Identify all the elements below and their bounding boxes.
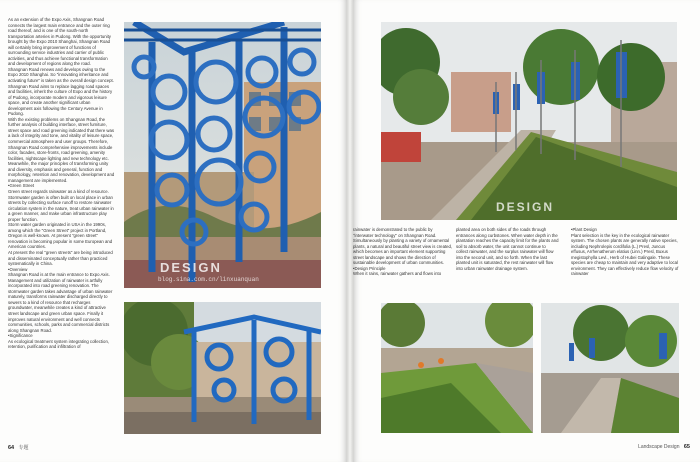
paragraph: With the existing problems on Shangnan Road, the further analysis of building interface, street furniture, street space and road greening indicated that there was a lack of integrity and tone, and vitality of leisure space, commercial atmosphere and user groups. Therefore, Shangnan Road comprehensive improvements include color, facades, store-fronts, road greening, amenity facilities, nightscape lighting and new technology etc. Meanwhile, the major principles of transforming unity and diversity, emphasis and general, function and morphology, retention and renovation, development and management are implemented. [8,116,115,183]
section-label-left: 专题 [18,445,29,451]
watermark-blog: blog.sina.com.cn/linxuanquan [158,276,259,283]
heading-overview: •Overview [8,266,28,272]
photo-sidewalk-banners [541,303,679,433]
photo-pergola-street [124,302,321,434]
paragraph: Shangnan Road is at the main entrance to Expo Axis. Management and utilization of rainwater is artfully incorporated into road greening renovation. The stormwater garden takes advantage of urban rainwater maturely, transforms rainwater discharged directly to sewers to a kind of resource that recharges groundwater, meanwhile creates a kind of attractive street landscape and green urban space. Finally it improves natural environment and well connects communities, schools, parks and commercial districts along Shangnan Road. [8,272,113,333]
page-folio-right [638,444,690,450]
paragraph: planted area on both sides of the roads through entrances along curbstones. When water depth in the plantation reaches the capacity limit for the plants and soil to absorb water, the unit cannot continue to collect rainwater, and the surplus rainwater will flow into the second unit, and so forth. When the last planted unit is saturated, the rest rainwater will flow into urban rainwater drainage system. [456,227,559,271]
paragraph: As an extension of the Expo Axis, Shangnan Road connects the largest main entrance and the outer ring road thereof, and is one of the south-north transportation arteries in Pudong. With the opportunity brought by the Expo 2010 Shanghai, Shangnan Road will certainly bring improvement of functions of surrounding service industries and carrier of public activities, and thus achieve functional transformation and development of regions along the road. [8,17,111,67]
photo-rain-garden [381,303,533,433]
paragraph: Green street regards rainwater as a kind of resource. Stormwater garden is often built on local place in urban streets by collecting surface runoff to restore rainwater circulation system in the nature, treat urban rainwater in a green manner, and make urban infrastructure play proper function. [8,188,114,222]
left-text-column-1 [8,17,115,437]
paragraph: Shangnan Road renews and develops owing to the Expo 2010 Shanghai. So "innovating inheritance and activating future" is taken as the overall design concept. [8,66,114,84]
right-text-column-2 [571,227,679,287]
paragraph: As ecological treatment system integrating collection, retention, purification and infiltration of [8,338,110,350]
paragraph: When it rains, rainwater gathers and flows into [353,271,442,277]
page-number-right: 65 [683,444,690,450]
watermark-design: DESIGN [496,200,555,214]
right-text-column-1 [456,227,559,287]
page-number-left: 64 [8,445,15,451]
paragraph: Shangnan Road aims to replace lagging road spaces and facilities, inherit the culture of Expo and the history of Pudong, incorporate modern and vigorous leisure space, and create another significant urban development axis following the Century Avenue in Pudong. [8,83,113,117]
watermark-design: DESIGN [160,260,222,275]
heading-significance: •Significance [8,333,33,339]
paragraph: rainwater is demonstrated to the public by "interwater technology" on Shangnan Road. Simultaneously by planting a variety of ornamental plants, a natural and beautiful street view is created, which becomes an important element supporting street landscape and shows the direction of sustainable development of urban communities. [353,227,453,266]
left-page [0,0,347,462]
left-text-column-2 [227,239,337,301]
page-folio-left [8,444,29,451]
heading-green-street: •Green Street [8,183,35,189]
section-label-right: Landscape Design [638,444,680,450]
photo-street-banners [381,22,677,220]
continued-text-column [353,227,453,287]
paragraph: Plant selection is the key in the ecological rainwater system. The chosen plants are generally native species, including Nephrolepis cordifolia (L.) Presl, Juncus effusus, Arrhenatherum elatius (Linn.) Presl, Buxus megistophylla Levl., Herb of Hubei Galingale. These species are cheap to maintain and very adaptive to local environment. They can effectively reduce flow velocity of rainwater [571,232,679,277]
paragraph: At present the real "green streets" are being introduced and disseminated conceptually rather than practiced systematically in China. [8,249,113,267]
paragraph: Storm water garden originated in USA in the 1990s, among which the "Green Street" project in Portland, Oregon is well-known. At present "green street" renovation is becoming popular in some European and American countries. [8,222,113,250]
heading-design-principle: •Design Principle [353,265,386,271]
heading-plant-design: •Plant Design [571,227,597,232]
right-page [353,0,700,462]
